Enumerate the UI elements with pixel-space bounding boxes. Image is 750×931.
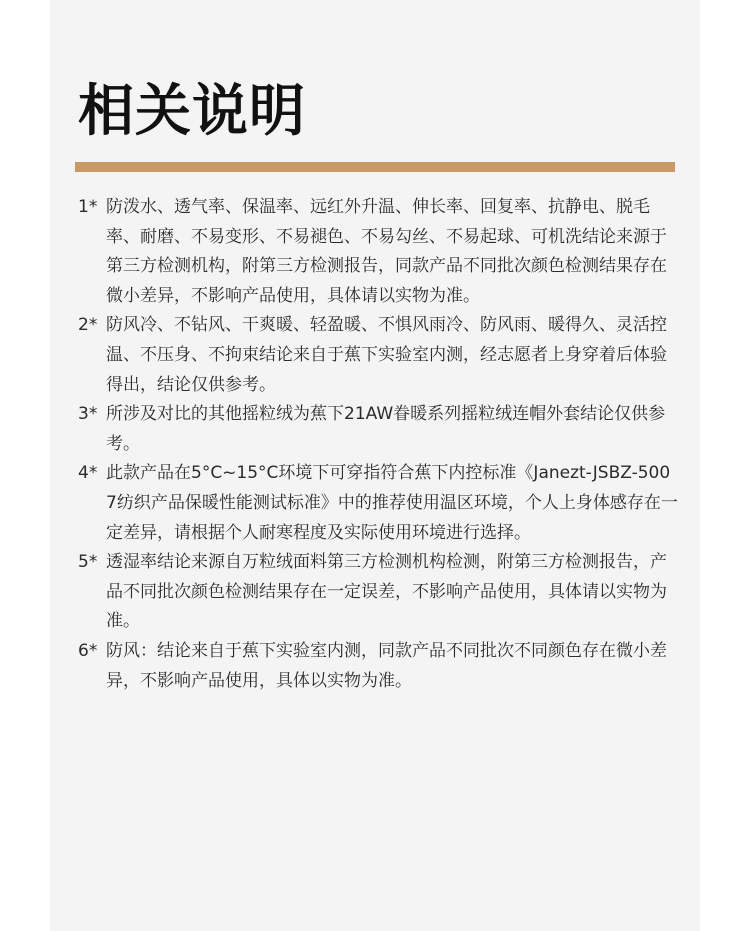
note-number: 4*: [78, 463, 98, 484]
note-item: [78, 548, 678, 637]
note-number: 6*: [78, 640, 98, 661]
note-text: 所涉及对比的其他摇粒绒为蕉下21AW眷暖系列摇粒绒连帽外套结论仅供参考。: [106, 404, 666, 454]
note-item: [78, 459, 678, 548]
note-number: 1*: [78, 197, 98, 217]
note-item: [78, 637, 678, 696]
note-number: 2*: [78, 315, 98, 336]
title-divider: [75, 162, 675, 172]
note-text: 防风冷、不钻风、干爽暖、轻盈暖、不惧风雨冷、防风雨、暖得久、灵活控温、不压身、不拘束结论来自于蕉下实验室内测，经志愿者上身穿着后体验得出，结论仅供参考。: [106, 315, 667, 395]
note-item: [78, 311, 678, 400]
note-text: 防风：结论来自于蕉下实验室内测，同款产品不同批次不同颜色存在微小差异，不影响产品使用，具体以实物为准。: [106, 640, 667, 691]
note-number: 5*: [78, 552, 98, 573]
note-text: 透湿率结论来源自万粒绒面料第三方检测机构检测，附第三方检测报告，产品不同批次颜色检测结果存在一定误差，不影响产品使用，具体请以实物为准。: [106, 552, 667, 632]
notes-list: [78, 193, 678, 696]
page-title: 相关说明: [78, 79, 306, 144]
note-text: 防泼水、透气率、保温率、远红外升温、伸长率、回复率、抗静电、脱毛率、耐磨、不易变形、不易褪色、不易勾丝、不易起球、可机洗结论来源于第三方检测机构，附第三方检测报告，同款产品不同批次颜色检测结果存在微小差异，不影响产品使用，具体请以实物为准。: [106, 197, 667, 306]
note-item: [78, 193, 678, 311]
note-item: [78, 400, 678, 459]
note-number: 3*: [78, 404, 98, 425]
note-text: 此款产品在5°C~15°C环境下可穿指符合蕉下内控标准《Janezt-JSBZ-5007纺织产品保暖性能测试标准》中的推荐使用温区环境，个人上身体感存在一定差异，请根据个人耐寒程度及实际使用环境进行选择。: [106, 463, 678, 543]
